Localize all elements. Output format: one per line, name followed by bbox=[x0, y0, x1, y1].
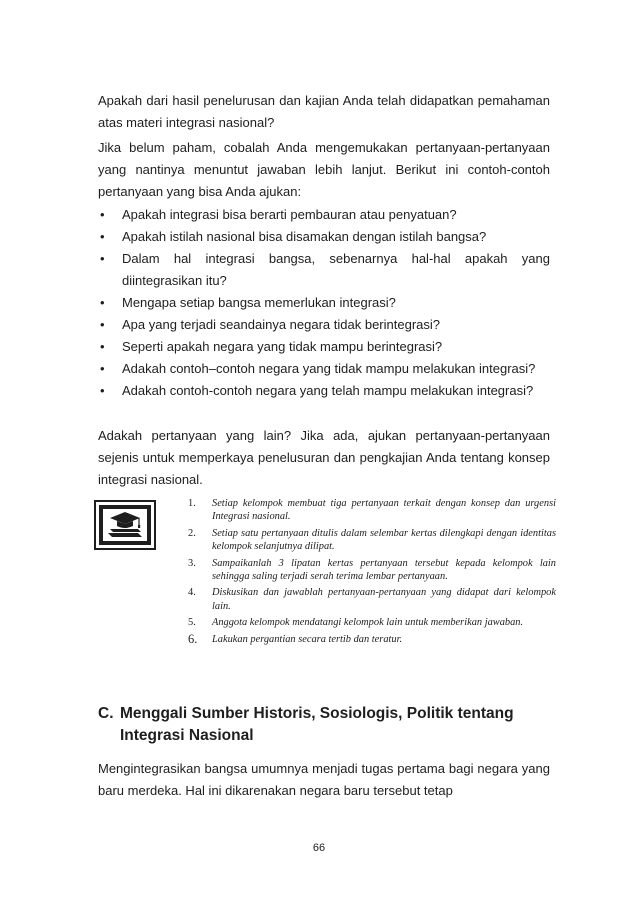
intro-paragraph-2: Jika belum paham, cobalah Anda mengemukakan pertanyaan-pertanyaan yang nantinya menuntut jawaban lebih lanjut. Berikut ini contoh-contoh pertanyaan yang bisa Anda ajukan: bbox=[98, 140, 550, 199]
section-number: C. bbox=[98, 705, 114, 722]
bullet-icon: • bbox=[100, 317, 105, 332]
section-heading bbox=[98, 703, 558, 747]
list-item: 2. Setiap satu pertanyaan ditulis dalam selembar kertas dilengkapi dengan identitas kelompok selanjutnya dilipat. bbox=[188, 527, 556, 553]
bullet-icon: • bbox=[100, 339, 105, 354]
bullet-icon: • bbox=[100, 251, 105, 266]
list-item: • Apakah istilah nasional bisa disamakan dengan istilah bangsa? bbox=[98, 226, 550, 248]
activity-instructions bbox=[188, 497, 556, 649]
list-item: • Adakah contoh–contoh negara yang tidak mampu melakukan integrasi? bbox=[98, 358, 550, 380]
list-item: • Apa yang terjadi seandainya negara tidak berintegrasi? bbox=[98, 314, 550, 336]
section-title-line-1: Menggali Sumber Historis, Sosiologis, Politik tentang bbox=[120, 705, 514, 722]
bullet-icon: • bbox=[100, 361, 105, 376]
list-item: • Apakah integrasi bisa berarti pembauran atau penyatuan? bbox=[98, 204, 550, 226]
list-item: 3. Sampaikanlah 3 lipatan kertas pertanyaan tersebut kepada kelompok lain sehingga saling terjadi serah terima lembar pertanyaan. bbox=[188, 557, 556, 583]
bullet-icon: • bbox=[100, 229, 105, 244]
bullet-icon: • bbox=[100, 207, 105, 222]
list-item: • Adakah contoh-contoh negara yang telah mampu melakukan integrasi? bbox=[98, 380, 550, 402]
intro-paragraph-1: Apakah dari hasil penelurusan dan kajian Anda telah didapatkan pemahaman atas materi integrasi nasional? bbox=[98, 93, 550, 130]
question-list bbox=[98, 204, 550, 402]
list-item: 5. Anggota kelompok mendatangi kelompok lain untuk memberikan jawaban. bbox=[188, 617, 524, 629]
page-number: 66 bbox=[312, 842, 326, 854]
section-title-line-2: Integrasi Nasional bbox=[120, 727, 254, 744]
closing-paragraph: Adakah pertanyaan yang lain? Jika ada, ajukan pertanyaan-pertanyaan sejenis untuk memperkaya penelusuran dan pengkajian Anda tentang konsep integrasi nasional. bbox=[98, 428, 550, 487]
list-item: 1. Setiap kelompok membuat tiga pertanyaan terkait dengan konsep dan urgensi Integrasi nasional. bbox=[188, 498, 556, 523]
body-paragraph: Mengintegrasikan bangsa umumnya menjadi tugas pertama bagi negara yang baru merdeka. Hal ini dikarenakan negara baru tersebut tetap bbox=[98, 761, 550, 798]
list-item: 6. Lakukan pergantian secara tertib dan teratur. bbox=[188, 631, 403, 646]
bullet-icon: • bbox=[100, 295, 105, 310]
list-item: • Mengapa setiap bangsa memerlukan integrasi? bbox=[98, 292, 550, 314]
list-item: 4. Diskusikan dan jawablah pertanyaan-pertanyaan yang didapat dari kelompok lain. bbox=[188, 587, 556, 612]
bullet-icon: • bbox=[100, 383, 105, 398]
list-item: • Dalam hal integrasi bangsa, sebenarnya hal-hal apakah yang diintegrasikan itu? bbox=[98, 248, 550, 292]
list-item: • Seperti apakah negara yang tidak mampu berintegrasi? bbox=[98, 336, 550, 358]
graduation-cap-on-book-icon bbox=[94, 500, 156, 550]
